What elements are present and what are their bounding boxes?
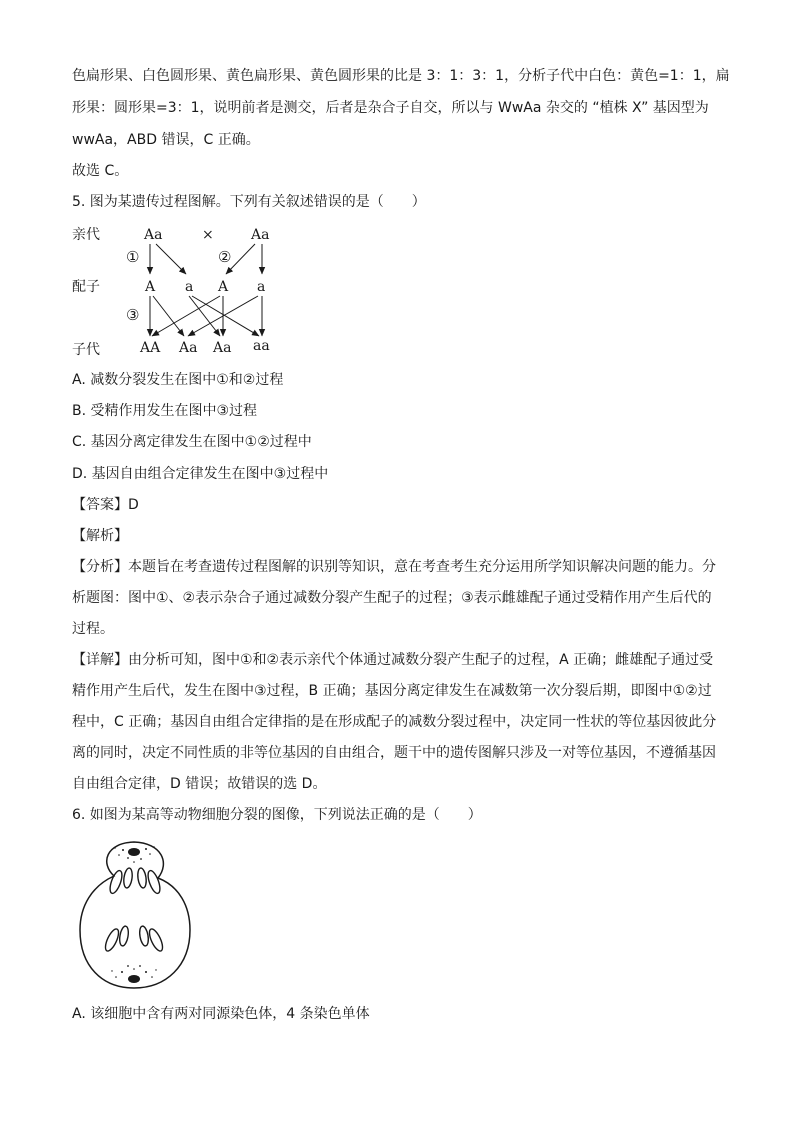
fenxi-line-1 bbox=[72, 557, 716, 577]
xiangjie-line-5: 自由组合定律，D 错误；故错误的选 D。 bbox=[72, 776, 327, 792]
fenxi-label: 【分析】 bbox=[72, 559, 128, 575]
xiangjie-line-1 bbox=[72, 650, 713, 670]
xiangjie-line-2: 精作用产生后代，发生在图中③过程，B 正确；基因分离定律发生在减数第一次分裂后期，即图中①②过 bbox=[72, 683, 712, 699]
parent-genotype-1: Aa bbox=[144, 227, 163, 243]
offspring-aa: aa bbox=[253, 338, 270, 354]
intro-line-2: 形果：圆形果=3：1，说明前者是测交，后者是杂合子自交，所以与 WwAa 杂交的 “植株 X” 基因型为 bbox=[72, 100, 709, 116]
inheritance-diagram bbox=[60, 222, 360, 362]
step-label-1: ① bbox=[126, 248, 140, 266]
intro-conclusion: 故选 C。 bbox=[72, 163, 129, 179]
q5-option-b: B. 受精作用发生在图中③过程 bbox=[72, 403, 258, 419]
intro-line-3: wwAa，ABD 错误，C 正确。 bbox=[72, 132, 260, 148]
gamete-A-2: A bbox=[218, 279, 229, 295]
fenxi-line-3: 过程。 bbox=[72, 621, 114, 637]
cell-division-figure bbox=[76, 838, 196, 998]
gamete-A-1: A bbox=[145, 279, 156, 295]
fertilization-arrows bbox=[150, 296, 262, 336]
gamete-a-1: a bbox=[185, 279, 194, 295]
q5-option-a: A. 减数分裂发生在图中①和②过程 bbox=[72, 372, 284, 388]
gamete-a-2: a bbox=[257, 279, 266, 295]
centrosome-bottom bbox=[111, 965, 156, 983]
label-gamete: 配子 bbox=[72, 279, 100, 295]
answer-value: D bbox=[128, 497, 139, 513]
cross-symbol: × bbox=[202, 227, 214, 243]
q5-answer-line bbox=[72, 495, 139, 515]
cell-membrane bbox=[80, 842, 190, 988]
centrosome-top bbox=[114, 846, 154, 863]
step-label-3: ③ bbox=[126, 306, 140, 324]
offspring-AA: AA bbox=[140, 340, 161, 356]
chromosomes-bottom bbox=[103, 925, 165, 952]
offspring-Aa-1: Aa bbox=[179, 340, 198, 356]
intro-line-1: 色扁形果、白色圆形果、黄色扁形果、黄色圆形果的比是 3：1：3：1，分析子代中白色：黄色=1：1，扁 bbox=[72, 68, 730, 84]
parent-genotype-2: Aa bbox=[251, 227, 270, 243]
q5-stem: 5. 图为某遗传过程图解。下列有关叙述错误的是（ ） bbox=[72, 194, 426, 210]
offspring-Aa-2: Aa bbox=[213, 340, 232, 356]
xiangjie-text-1: 由分析可知，图中①和②表示亲代个体通过减数分裂产生配子的过程，A 正确；雌雄配子通过受 bbox=[128, 652, 714, 668]
fenxi-line-2: 析题图：图中①、②表示杂合子通过减数分裂产生配子的过程；③表示雌雄配子通过受精作用产生后代的 bbox=[72, 590, 712, 606]
xiangjie-line-4: 离的同时，决定不同性质的非等位基因的自由组合，题干中的遗传图解只涉及一对等位基因，不遵循基因 bbox=[72, 745, 716, 761]
q6-stem: 6. 如图为某高等动物细胞分裂的图像，下列说法正确的是（ ） bbox=[72, 807, 482, 823]
chromosomes-top bbox=[108, 868, 163, 895]
q5-option-c: C. 基因分离定律发生在图中①②过程中 bbox=[72, 434, 312, 450]
q6-option-a: A. 该细胞中含有两对同源染色体，4 条染色单体 bbox=[72, 1006, 370, 1022]
answer-label: 【答案】 bbox=[72, 497, 128, 513]
fenxi-text-1: 本题旨在考查遗传过程图解的识别等知识，意在考查考生充分运用所学知识解决问题的能力。分 bbox=[128, 559, 716, 575]
meiosis-arrows bbox=[150, 244, 262, 274]
xiangjie-label: 【详解】 bbox=[72, 652, 128, 668]
step-label-2: ② bbox=[218, 248, 232, 266]
xiangjie-line-3: 程中，C 正确；基因自由组合定律指的是在形成配子的减数分裂过程中，决定同一性状的等位基因彼此分 bbox=[72, 714, 717, 730]
label-parent: 亲代 bbox=[72, 227, 100, 243]
analysis-label: 【解析】 bbox=[72, 528, 128, 544]
q5-option-d: D. 基因自由组合定律发生在图中③过程中 bbox=[72, 466, 329, 482]
label-offspring: 子代 bbox=[72, 342, 100, 358]
